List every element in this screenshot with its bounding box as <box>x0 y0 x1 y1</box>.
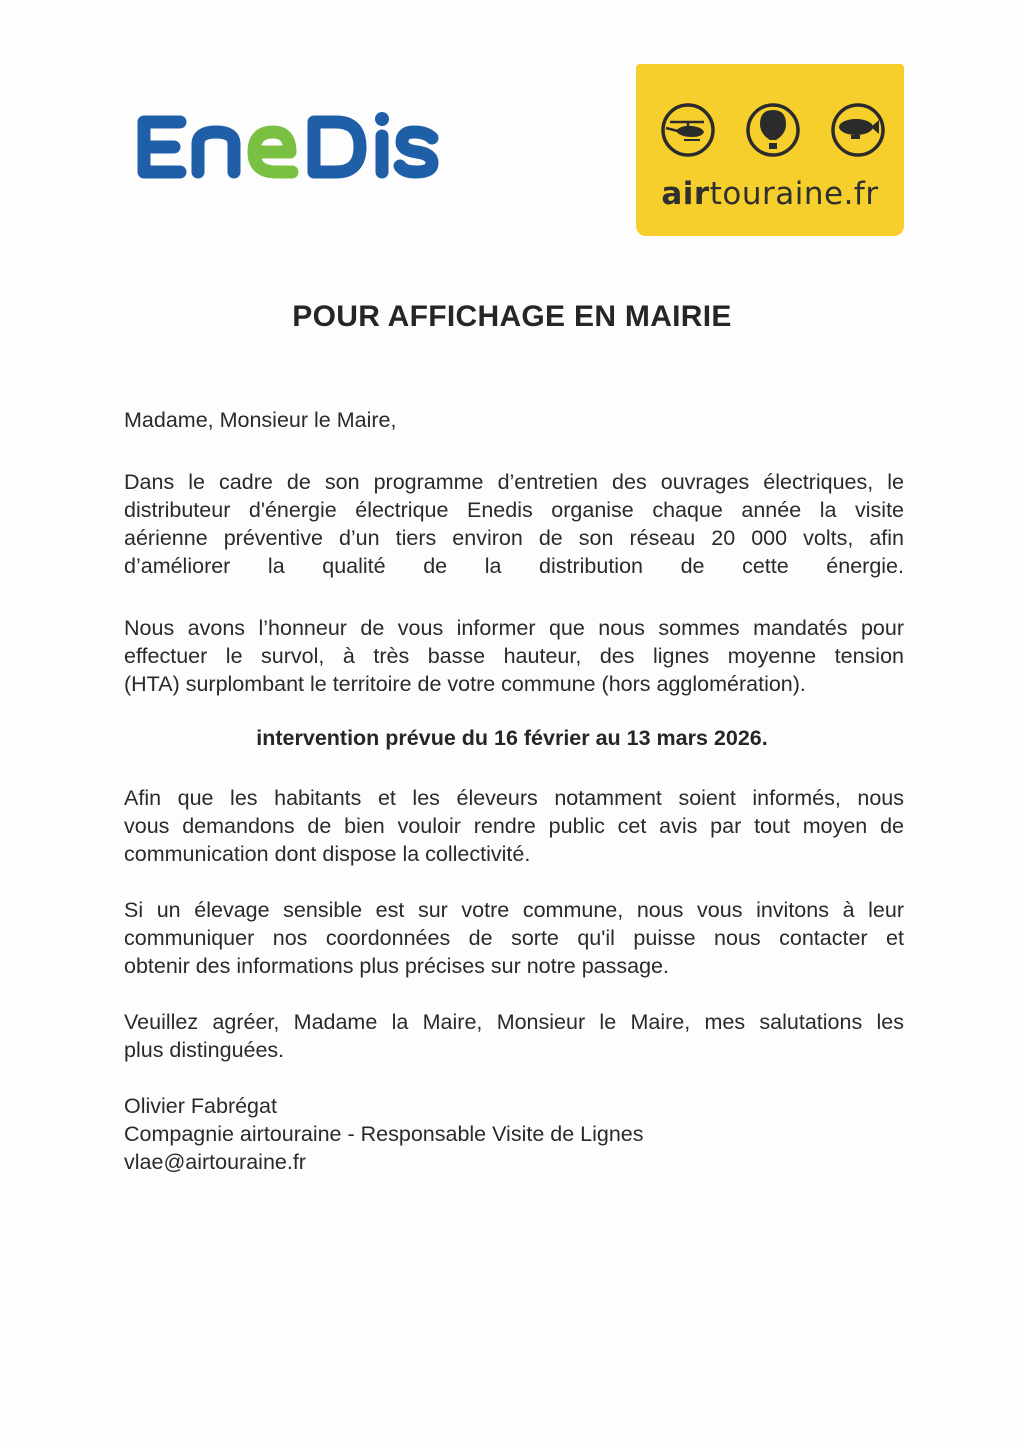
airship-icon <box>833 105 883 155</box>
paragraph-publicity <box>124 784 904 868</box>
paragraph-line: d’améliorer la qualité de la distribution de cette énergie. <box>124 554 904 578</box>
helicopter-icon <box>663 105 713 155</box>
airtouraine-wordmark <box>636 176 904 212</box>
paragraph-line: Si un élevage sensible est sur votre commune, nous vous invitons à leur <box>124 898 904 922</box>
paragraph-line: obtenir des informations plus précises sur notre passage. <box>124 954 669 978</box>
paragraph-line: Veuillez agréer, Madame la Maire, Monsieur le Maire, mes salutations les <box>124 1010 904 1034</box>
airtouraine-wordmark-bold: air <box>661 176 710 212</box>
hot-air-balloon-icon <box>748 105 798 155</box>
greeting: Madame, Monsieur le Maire, <box>124 408 397 432</box>
signature-block <box>124 1092 904 1176</box>
intervention-dates: intervention prévue du 16 février au 13 mars 2026. <box>256 726 768 750</box>
paragraph-breeding <box>124 896 904 980</box>
paragraph-line: effectuer le survol, à très basse hauteur, des lignes moyenne tension <box>124 644 904 668</box>
paragraph-maintenance <box>124 468 904 580</box>
signature-email[interactable]: vlae@airtouraine.fr <box>124 1150 306 1174</box>
airtouraine-wordmark-rest: touraine.fr <box>709 176 879 212</box>
paragraph-line: Dans le cadre de son programme d’entretien des ouvrages électriques, le <box>124 470 904 494</box>
paragraph-line: Nous avons l’honneur de vous informer que nous sommes mandatés pour <box>124 616 904 640</box>
paragraph-line: (HTA) surplombant le territoire de votre commune (hors agglomération). <box>124 672 806 696</box>
paragraph-line: distributeur d'énergie électrique Enedis organise chaque année la visite <box>124 498 904 522</box>
paragraph-closing <box>124 1008 904 1064</box>
aircraft-icons <box>658 100 888 160</box>
paragraph-line: plus distinguées. <box>124 1038 285 1062</box>
signature-role: Compagnie airtouraine - Responsable Visite de Lignes <box>124 1122 644 1146</box>
paragraph-line: aérienne préventive d’un tiers environ de son réseau 20 000 volts, afin <box>124 526 904 550</box>
paragraph-line: communiquer nos coordonnées de sorte qu'il puisse nous contacter et <box>124 926 904 950</box>
paragraph-information <box>124 614 904 698</box>
paragraph-line: Afin que les habitants et les éleveurs notamment soient informés, nous <box>124 786 904 810</box>
paragraph-line: communication dont dispose la collectivité. <box>124 842 531 866</box>
paragraph-line: vous demandons de bien vouloir rendre public cet avis par tout moyen de <box>124 814 904 838</box>
signature-name: Olivier Fabrégat <box>124 1094 277 1118</box>
airtouraine-logo <box>636 64 904 236</box>
page-title: POUR AFFICHAGE EN MAIRIE <box>292 300 732 333</box>
enedis-logo <box>130 102 450 192</box>
